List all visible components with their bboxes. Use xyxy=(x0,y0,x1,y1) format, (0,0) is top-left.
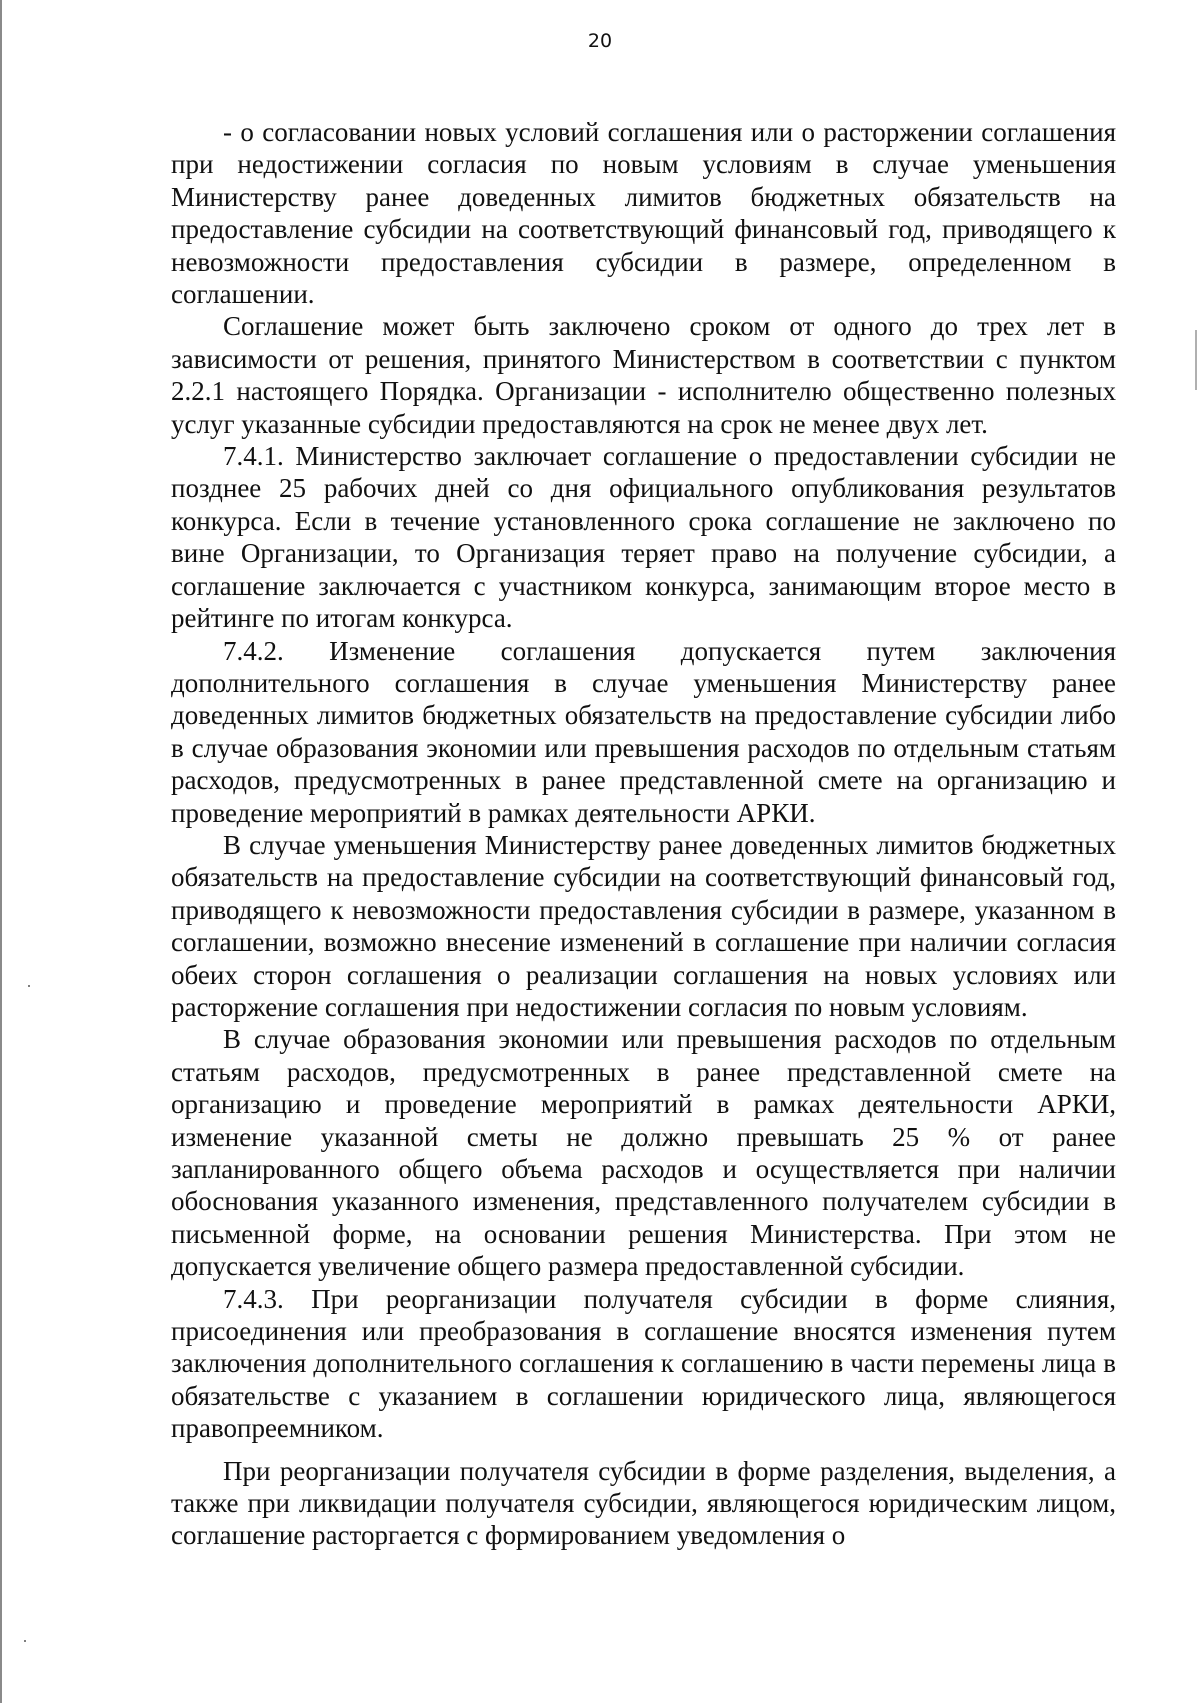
paragraph-budget-changes: В случае образования экономии или превышения расходов по отдельным статьям расходов, предусмотренных в ранее представленной смете на организацию и проведение мероприятий в рамках деятельности АРКИ, изменение указанной сметы не должно превышать 25 % от ранее запланированного общего объема расходов и осуществляется при наличии обоснования указанного изменения, представленного получателем субсидии в письменной форме, на основании решения Министерства. При этом не допускается увеличение общего размера предоставленной субсидии. xyxy=(171,1024,1116,1282)
page-number: 20 xyxy=(587,30,613,52)
paragraph-7-4-1: 7.4.1. Министерство заключает соглашение о предоставлении субсидии не позднее 25 рабочих дней со дня официального опубликования результатов конкурса. Если в течение установленного срока соглашение не заключено по вине Организации, то Организация теряет право на получение субсидии, а соглашение заключается с участником конкурса, занимающим второе место в рейтинге по итогам конкурса. xyxy=(171,441,1116,634)
scan-speck xyxy=(28,985,30,987)
paragraph-agreement-terms: - о согласовании новых условий соглашения или о расторжении соглашения при недостижении согласия по новым условиям в случае уменьшения Министерству ранее доведенных лимитов бюджетных обязательств на предоставление субсидии на соответствующий финансовый год, приводящего к невозможности предоставления субсидии в размере, определенном в соглашении. xyxy=(171,117,1116,310)
paragraph-reorganization-termination: При реорганизации получателя субсидии в форме разделения, выделения, а также при ликвидации получателя субсидии, являющегося юридическим лицом, соглашение расторгается с формированием уведомления о xyxy=(171,1455,1116,1551)
scan-edge-left xyxy=(0,0,2,1703)
paragraph-limit-reduction: В случае уменьшения Министерству ранее доведенных лимитов бюджетных обязательств на предоставление субсидии на соответствующий финансовый год, приводящего к невозможности предоставления субсидии в размере, указанном в соглашении, возможно внесение изменений в соглашение при наличии согласия обеих сторон соглашения о реализации соглашения на новых условиях или расторжение соглашения при недостижении согласия по новым условиям. xyxy=(171,829,1116,1022)
paragraph-agreement-duration: Соглашение может быть заключено сроком от одного до трех лет в зависимости от решения, принятого Министерством в соответствии с пунктом 2.2.1 настоящего Порядка. Организации - исполнителю общественно полезных услуг указанные субсидии предоставляются на срок не менее двух лет. xyxy=(171,311,1116,439)
scan-edge-right xyxy=(1195,330,1197,390)
scan-speck xyxy=(24,1640,26,1642)
paragraph-7-4-3: 7.4.3. При реорганизации получателя субсидии в форме слияния, присоединения или преобразования в соглашение вносятся изменения путем заключения дополнительного соглашения к соглашению в части перемены лица в обязательстве с указанием в соглашении юридического лица, являющегося правопреемником. xyxy=(171,1283,1116,1444)
document-body xyxy=(171,116,1116,1552)
paragraph-7-4-2: 7.4.2. Изменение соглашения допускается путем заключения дополнительного соглашения в случае уменьшения Министерству ранее доведенных лимитов бюджетных обязательств на предоставление субсидии либо в случае образования экономии или превышения расходов по отдельным статьям расходов, предусмотренных в ранее представленной смете на организацию и проведение мероприятий в рамках деятельности АРКИ. xyxy=(171,635,1116,828)
